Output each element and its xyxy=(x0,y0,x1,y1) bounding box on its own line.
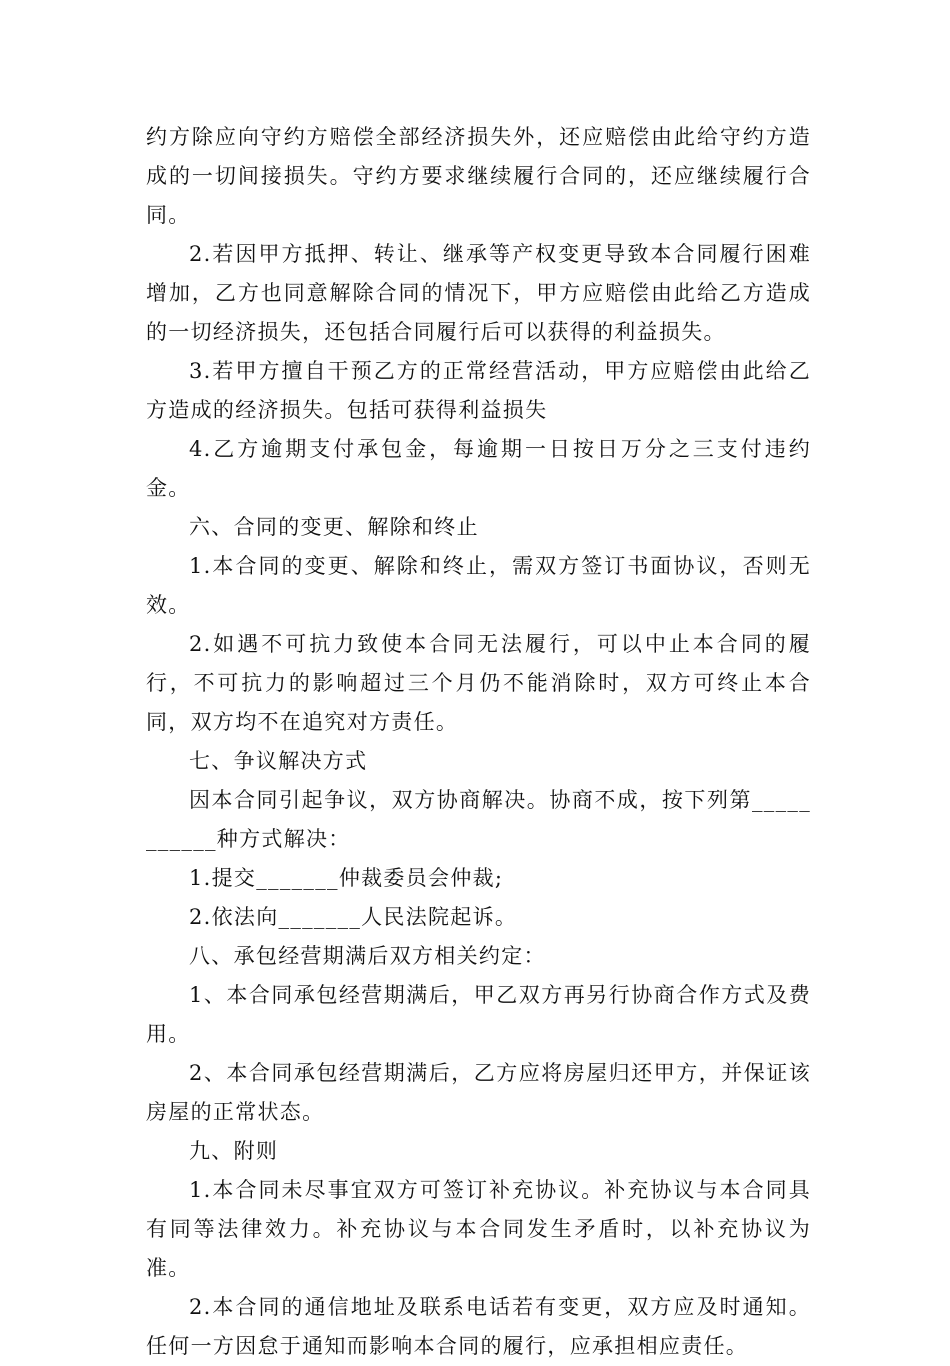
section-heading-7: 七、争议解决方式 xyxy=(189,749,368,773)
paragraph-7-2: 2.依法向_______人民法院起诉。 xyxy=(189,905,518,929)
paragraph-clause-4-late-payment: 4.乙方逾期支付承包金，每逾期一日按日万分之三支付违约金。 xyxy=(146,437,811,500)
paragraph-9-2: 2.本合同的通信地址及联系电话若有变更，双方应及时通知。任何一方因怠于通知而影响本合同的履行，应承担相应责任。 xyxy=(146,1295,811,1358)
paragraph-7-1: 1.提交_______仲裁委员会仲裁; xyxy=(189,866,504,890)
paragraph-8-1: 1、本合同承包经营期满后，甲乙双方再另行协商合作方式及费用。 xyxy=(146,983,811,1046)
paragraph-8-2: 2、本合同承包经营期满后，乙方应将房屋归还甲方，并保证该房屋的正常状态。 xyxy=(146,1061,811,1124)
section-heading-8: 八、承包经营期满后双方相关约定： xyxy=(189,944,546,968)
paragraph-clause-2-property-change: 2.若因甲方抵押、转让、继承等产权变更导致本合同履行困难增加，乙方也同意解除合同的情况下，甲方应赔偿由此给乙方造成的一切经济损失，还包括合同履行后可以获得的利益损失。 xyxy=(146,242,811,344)
paragraph-breach-continued: 约方除应向守约方赔偿全部经济损失外，还应赔偿由此给守约方造成的一切间接损失。守约方要求继续履行合同的，还应继续履行合同。 xyxy=(146,125,811,227)
paragraph-6-1: 1.本合同的变更、解除和终止，需双方签订书面协议，否则无效。 xyxy=(146,554,811,617)
section-heading-6: 六、合同的变更、解除和终止 xyxy=(189,515,479,539)
paragraph-7-intro: 因本合同引起争议，双方协商解决。协商不成，按下列第___________种方式解决： xyxy=(146,788,811,851)
paragraph-9-1: 1.本合同未尽事宜双方可签订补充协议。补充协议与本合同具有同等法律效力。补充协议与本合同发生矛盾时，以补充协议为准。 xyxy=(146,1178,811,1280)
document-page xyxy=(146,118,811,1366)
paragraph-clause-3-interference: 3.若甲方擅自干预乙方的正常经营活动，甲方应赔偿由此给乙方造成的经济损失。包括可获得利益损失 xyxy=(146,359,811,422)
paragraph-6-2: 2.如遇不可抗力致使本合同无法履行，可以中止本合同的履行，不可抗力的影响超过三个月仍不能消除时，双方可终止本合同，双方均不在追究对方责任。 xyxy=(146,632,811,734)
section-heading-9: 九、附则 xyxy=(189,1139,279,1163)
